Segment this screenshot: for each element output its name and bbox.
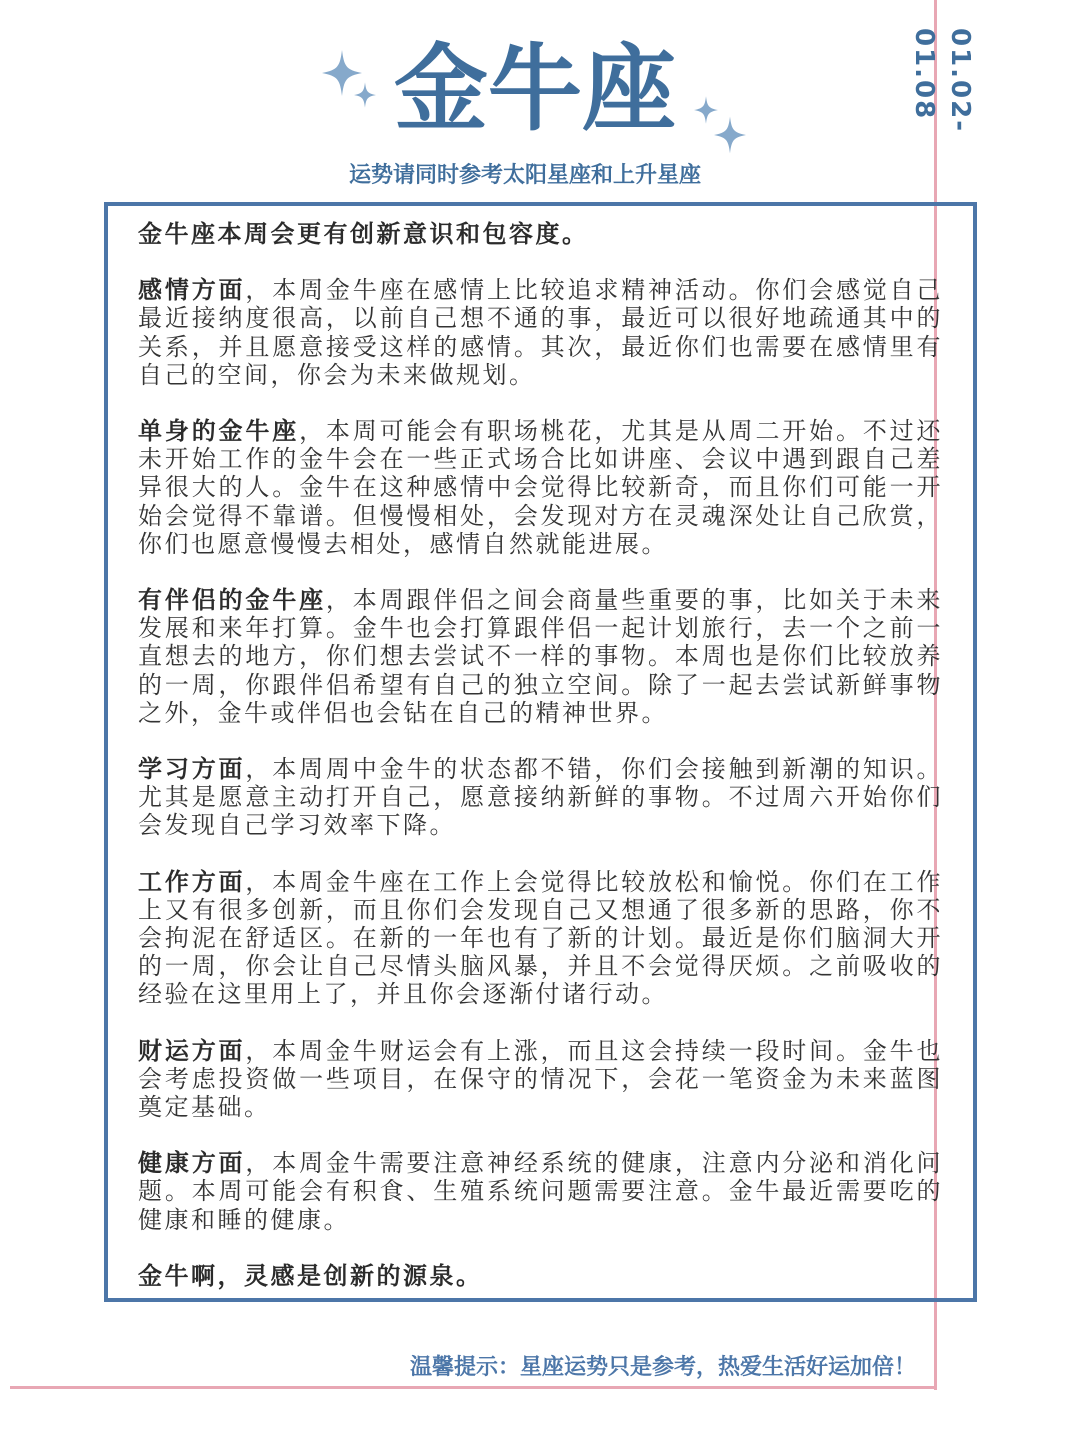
section-wealth (138, 1037, 943, 1122)
section-body: ，本周跟伴侣之间会商量些重要的事，比如关于未来发展和来年打算。金牛也会打算跟伴侣一起计划旅行，去一个之前一直想去的地方，你们想去尝试不一样的事物。本周也是你们比较放养的一周，你跟伴侣希望有自己的独立空间。除了一起去尝试新鲜事物之外，金牛或伴侣也会钻在自己的精神世界。 (138, 586, 944, 727)
page-title: 金牛座 (393, 35, 676, 144)
section-single (138, 417, 943, 558)
section-body: ，本周周中金牛的状态都不错，你们会接触到新潮的知识。尤其是愿意主动打开自己，愿意接纳新鲜的事物。不过周六开始你们会发现自己学习效率下降。 (138, 755, 944, 840)
section-lead: 学习方面 (138, 755, 246, 784)
page-subtitle: 运势请同时参考太阳星座和上升星座 (348, 163, 701, 188)
section-study (138, 755, 943, 840)
section-lead: 财运方面 (138, 1036, 246, 1065)
section-love (138, 276, 943, 389)
section-lead: 工作方面 (138, 867, 246, 896)
date-range: 01.02-01.08 (909, 28, 975, 134)
section-body: ，本周可能会有职场桃花，尤其是从周二开始。不过还未开始工作的金牛会在一些正式场合比如讲座、会议中遇到跟自己差异很大的人。金牛在这种感情中会觉得比较新奇，而且你们可能一开始会觉得不靠谱。但慢慢相处，会发现对方在灵魂深处让自己欣赏，你们也愿意慢慢去相处，感情自然就能进展。 (138, 417, 944, 558)
content-box (104, 202, 977, 1302)
section-body: ，本周金牛座在感情上比较追求精神活动。你们会感觉自己最近接纳度很高，以前自己想不通的事，最近可以很好地疏通其中的关系，并且愿意接受这样的感情。其次，最近你们也需要在感情里有自己的空间，你会为未来做规划。 (138, 276, 944, 389)
section-partnered (138, 586, 943, 727)
section-body: ，本周金牛需要注意神经系统的健康，注意内分泌和消化问题。本周可能会有积食、生殖系统问题需要注意。金牛最近需要吃的健康和睡的健康。 (138, 1149, 944, 1234)
footer-tip: 温馨提示：星座运势只是参考，热爱生活好运加倍！ (410, 1355, 917, 1380)
section-lead: 单身的金牛座 (138, 417, 300, 446)
section-lead: 健康方面 (138, 1149, 246, 1178)
section-body: ，本周金牛座在工作上会觉得比较放松和愉悦。你们在工作上又有很多创新，而且你们会发现自己又想通了很多新的思路，你不会拘泥在舒适区。在新的一年也有了新的计划。最近是你们脑洞大开的一周，你会让自己尽情头脑风暴，并且不会觉得厌烦。之前吸收的经验在这里用上了，并且你会逐渐付诸行动。 (138, 867, 944, 1009)
sparkle-icon (354, 82, 376, 108)
section-body: ，本周金牛财运会有上涨，而且这会持续一段时间。金牛也会考虑投资做一些项目，在保守的情况下，会花一笔资金为未来蓝图奠定基础。 (138, 1036, 944, 1122)
section-lead: 有伴侣的金牛座 (138, 586, 326, 615)
intro-text: 金牛座本周会更有创新意识和包容度。 (138, 220, 589, 248)
closing-text: 金牛啊，灵感是创新的源泉。 (138, 1261, 483, 1290)
section-lead: 感情方面 (138, 276, 246, 305)
section-work (138, 868, 943, 1009)
sparkle-icon (714, 116, 746, 154)
pink-horizontal-line (10, 1386, 937, 1389)
section-health (138, 1149, 943, 1234)
